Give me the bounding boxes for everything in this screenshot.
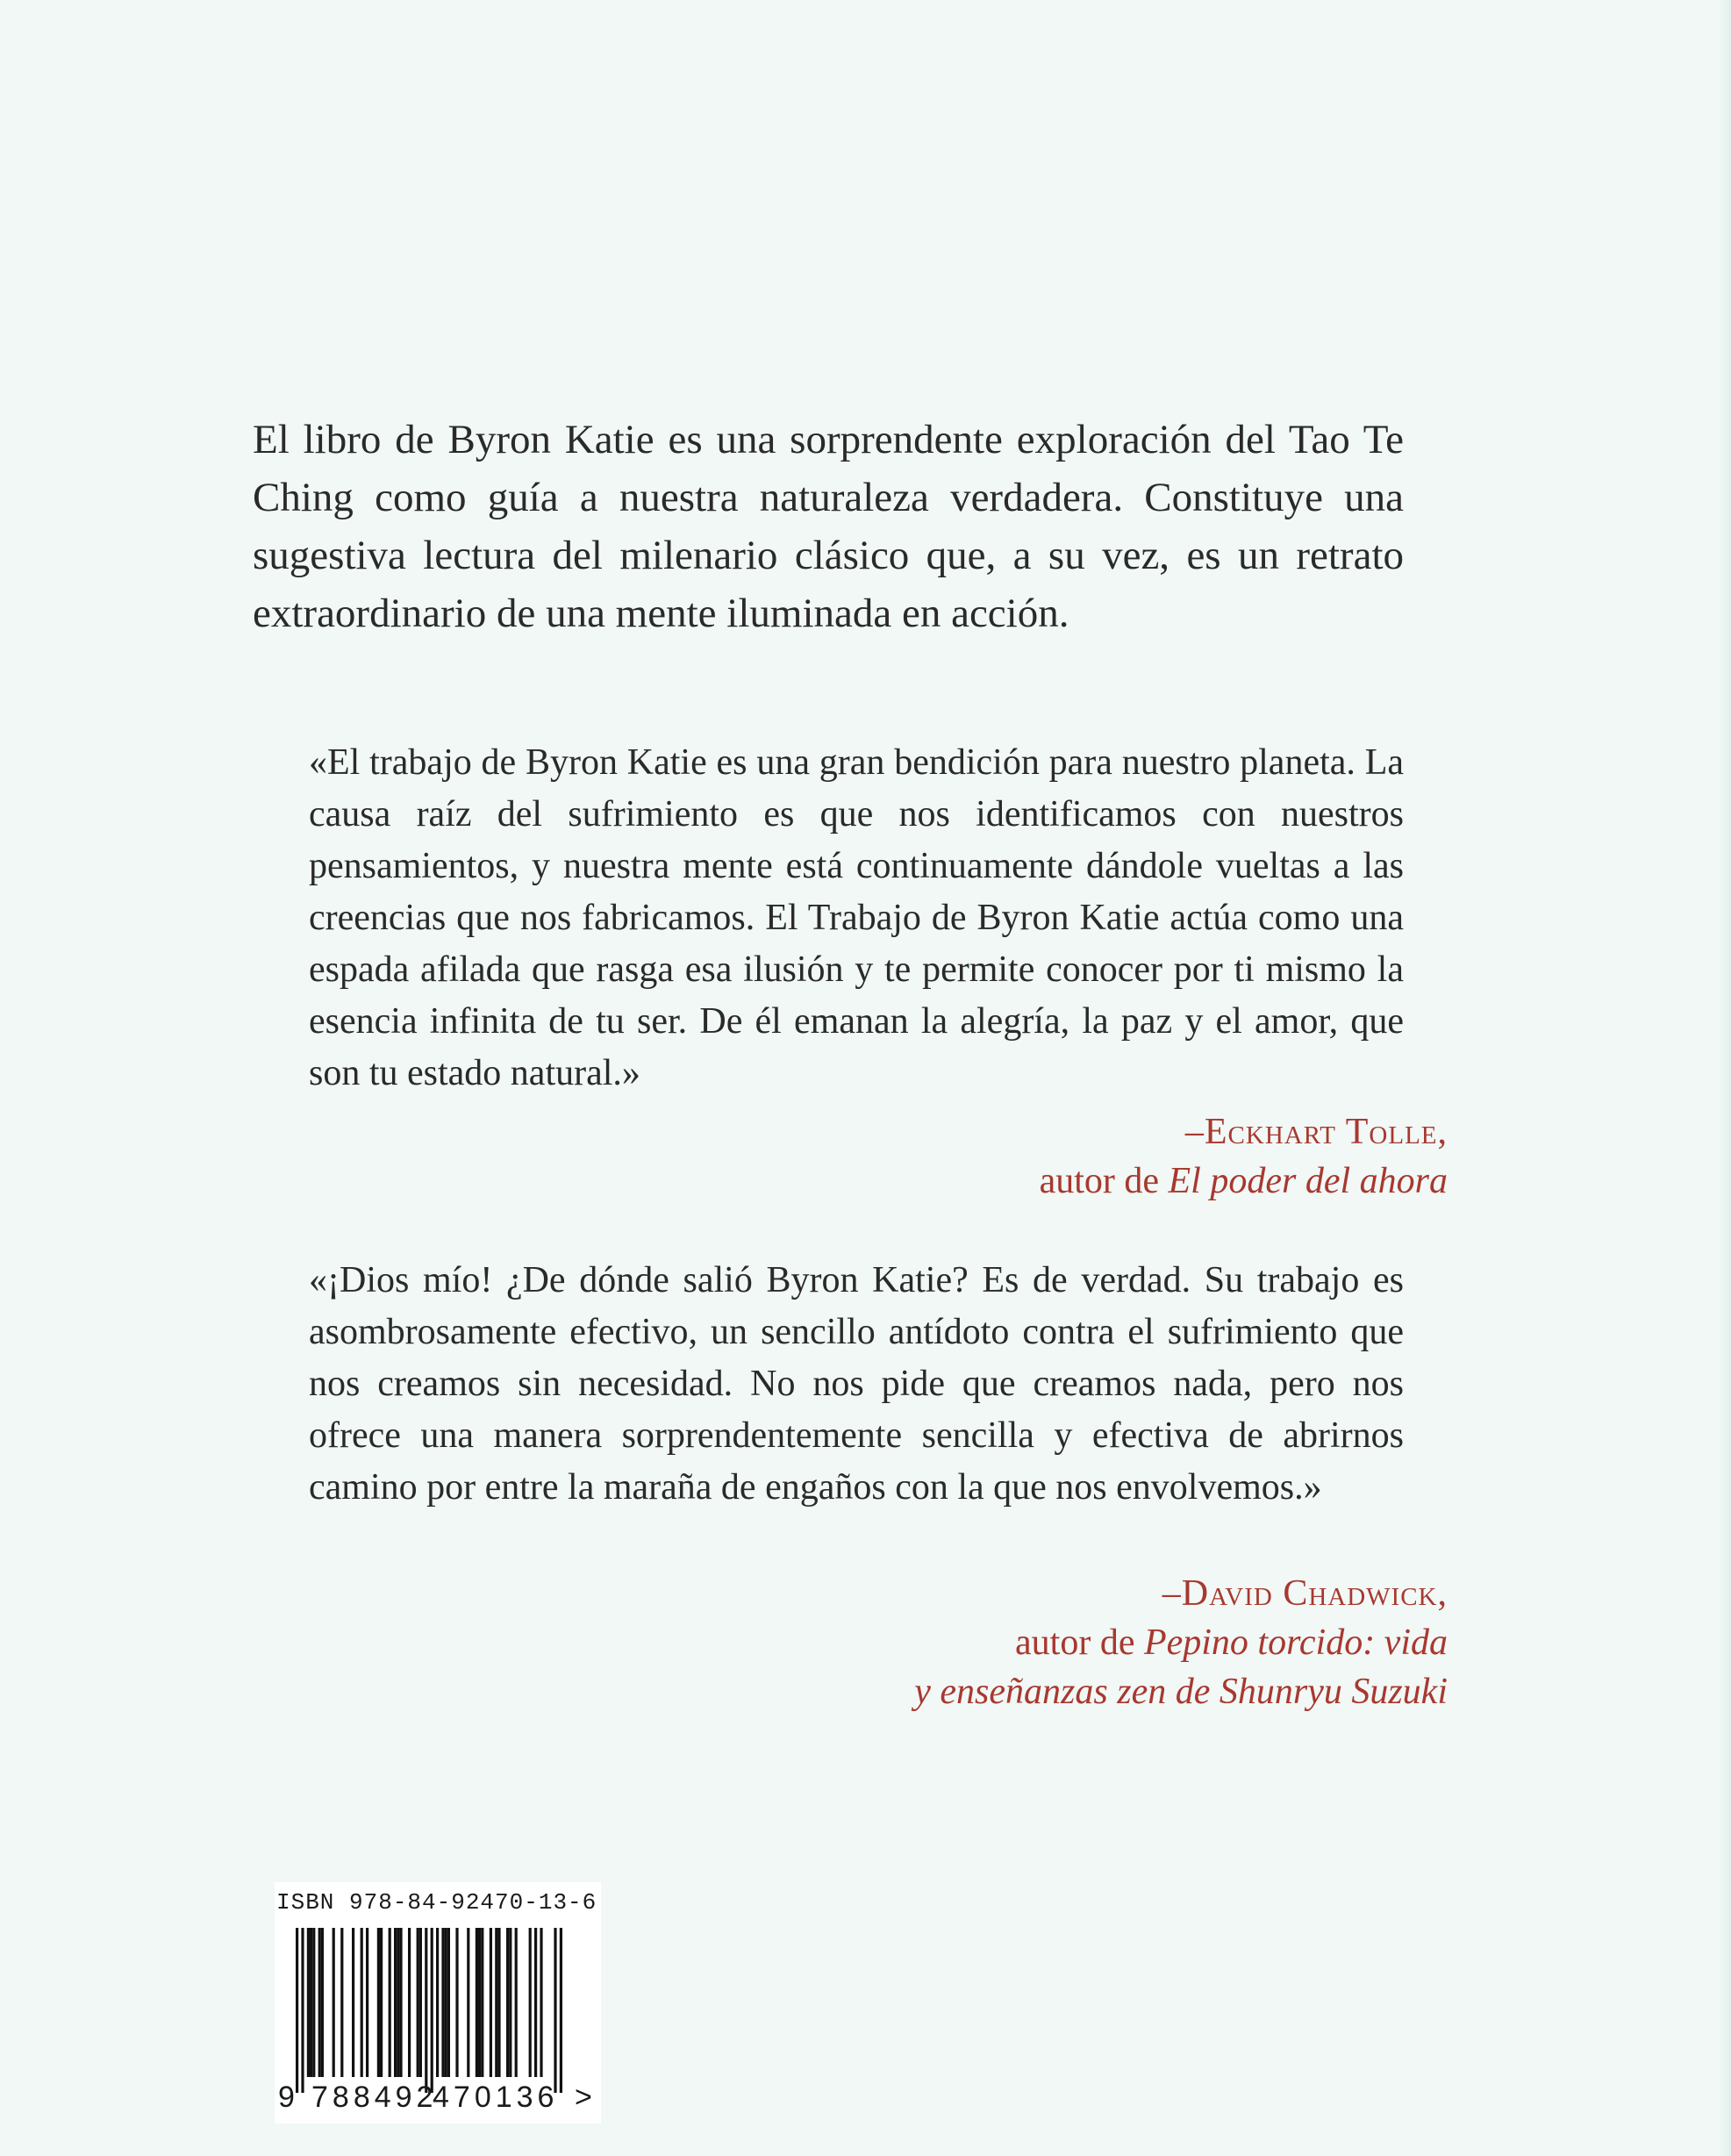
barcode-bar [481, 1928, 483, 2077]
barcode-bar [467, 1928, 469, 2077]
barcode-bar [417, 1928, 419, 2077]
author-work-line [1040, 1157, 1448, 1206]
barcode-digits-left: 788492 [311, 2081, 438, 2114]
author-name: –David Chadwick, [1162, 1573, 1448, 1614]
barcode-bar [419, 1928, 422, 2077]
barcode-digits-right: 470136 [433, 2081, 559, 2114]
book-title: El poder del ahora [1168, 1161, 1448, 1201]
author-prefix: autor de [1039, 1161, 1160, 1201]
barcode-bar [296, 1928, 298, 2093]
barcode-bar [534, 1928, 537, 2077]
barcode-bar [321, 1928, 324, 2077]
barcode-bar [497, 1928, 500, 2077]
quote-chadwick: «¡Dios mío! ¿De dónde salió Byron Katie? Es de verdad. Su trabajo es asombrosamente efectivo, un sencillo antídoto contra el sufrimiento que nos creamos sin necesidad. No nos pide que creamos nada, pero nos ofrece una manera sorprendentemente sencilla y efectiva de abrirnos camino por entre la maraña de engaños con la que nos envolvemos.» [309, 1260, 1404, 1508]
barcode-bar [560, 1928, 562, 2093]
barcode-bar [394, 1928, 397, 2077]
barcode-bar [312, 1928, 315, 2077]
barcode-bar [366, 1928, 368, 2077]
barcode-bar [389, 1928, 391, 2077]
barcode-bar [425, 1928, 427, 2093]
barcode-bar [515, 1928, 518, 2077]
barcode-bar [301, 1928, 304, 2093]
author-name: –Eckhart Tolle, [1184, 1112, 1448, 1152]
isbn-barcode [275, 1882, 601, 2124]
attribution-chadwick [914, 1569, 1448, 1716]
barcode-bar [340, 1928, 343, 2077]
barcode-bar [447, 1928, 450, 2077]
barcode-bar [307, 1928, 310, 2077]
barcode-bar [310, 1928, 312, 2077]
barcode-bar [554, 1928, 556, 2093]
intro-paragraph: El libro de Byron Katie es una sorprendente exploración del Tao Te Ching como guía a nuestra naturaleza verdadera. Constituye una sugestiva lectura del milenario clásico que, a su vez, es un retrato extraordinario de una mente iluminada en acción. [253, 417, 1404, 636]
barcode-bar [476, 1928, 478, 2077]
isbn-label: ISBN 978-84-92470-13-6 [276, 1889, 597, 1916]
barcode-bar [352, 1928, 354, 2077]
book-title-continued: y enseñanzas zen de Shunryu Suzuki [914, 1672, 1448, 1712]
barcode-bar [529, 1928, 532, 2077]
barcode-digit-first: 9 [278, 2081, 295, 2114]
barcode-bars [296, 1928, 576, 2095]
barcode-bar [397, 1928, 399, 2077]
barcode-bar [408, 1928, 411, 2077]
barcode-bar [495, 1928, 497, 2077]
barcode-bar [540, 1928, 542, 2077]
barcode-bar [506, 1928, 509, 2077]
barcode-bar [377, 1928, 380, 2077]
barcode-quiet-mark: > [575, 2081, 592, 2114]
barcode-bar [333, 1928, 335, 2077]
author-prefix: autor de [1015, 1622, 1135, 1663]
barcode-bar [455, 1928, 458, 2077]
barcode-bar [318, 1928, 321, 2077]
barcode-bar [380, 1928, 383, 2077]
quote-tolle: «El trabajo de Byron Katie es una gran bendición para nuestro planeta. La causa raíz del sufrimiento es que nos identificamos con nuestros pensamientos, y nuestra mente está continuamente dándole vueltas a las creencias que nos fabricamos. El Trabajo de Byron Katie actúa como una espada afilada que rasga esa ilusión y te permite conocer por ti mismo la esencia infinita de tu ser. De él emanan la alegría, la paz y el amor, que son tu estado natural.» [309, 742, 1404, 1093]
author-work-line [914, 1618, 1448, 1667]
barcode-bar [436, 1928, 439, 2077]
barcode-bar [399, 1928, 402, 2077]
barcode-bar [509, 1928, 511, 2077]
barcode-bar [441, 1928, 444, 2077]
barcode-bar [490, 1928, 492, 2077]
attribution-tolle [1040, 1107, 1448, 1206]
barcode-bar [478, 1928, 481, 2077]
page-edge-shadow [1719, 0, 1731, 2156]
book-title: Pepino torcido: vida [1143, 1622, 1448, 1663]
barcode-bar [361, 1928, 363, 2077]
barcode-bar [431, 1928, 433, 2093]
barcode-bar [445, 1928, 447, 2077]
